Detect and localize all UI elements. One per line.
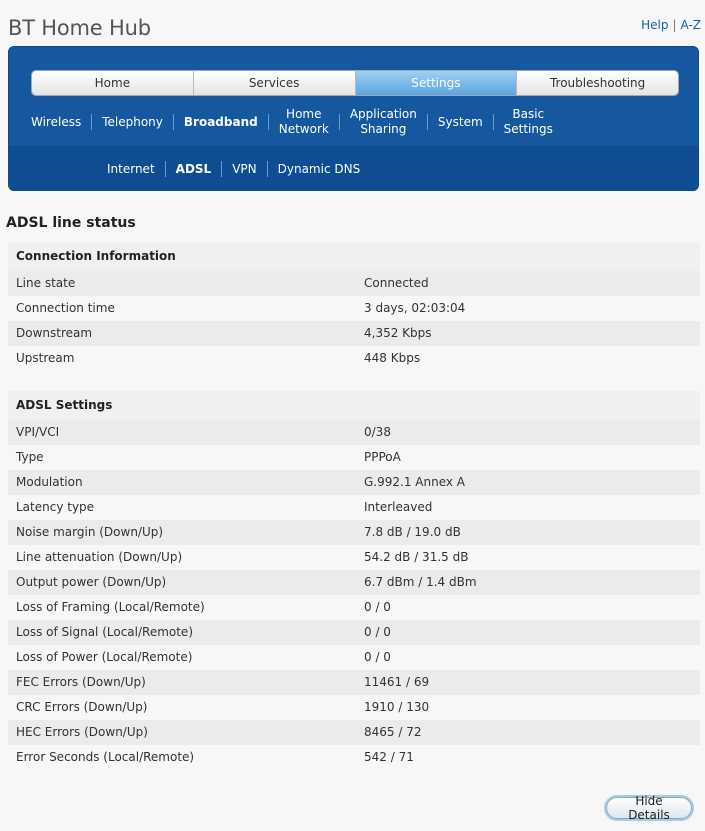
section-title: ADSL Settings	[8, 391, 700, 420]
row-value: 11461 / 69	[364, 675, 430, 689]
table-row	[8, 670, 700, 695]
top-links	[641, 18, 701, 32]
tab-settings[interactable]: Settings	[356, 71, 518, 95]
settings-subnav	[21, 105, 563, 139]
row-value: Interleaved	[364, 500, 433, 514]
row-value: 448 Kbps	[364, 351, 421, 365]
row-value: 0 / 0	[364, 625, 391, 639]
tab-home[interactable]: Home	[32, 71, 194, 95]
table-row	[8, 570, 700, 595]
table-row	[8, 720, 700, 745]
row-value: Connected	[364, 276, 429, 290]
page-title: ADSL line status	[6, 215, 136, 231]
navigation-panel	[8, 46, 699, 191]
row-value: 4,352 Kbps	[364, 326, 432, 340]
adsl-settings-section	[8, 391, 700, 770]
table-row	[8, 271, 700, 296]
hide-details-button[interactable]: Hide Details	[606, 797, 692, 819]
row-label: Line attenuation (Down/Up)	[16, 550, 183, 564]
row-value: 0 / 0	[364, 650, 391, 664]
row-label: VPI/VCI	[16, 425, 60, 439]
connection-info-section	[8, 242, 700, 371]
row-label: Latency type	[16, 500, 95, 514]
nav-home-network[interactable]: Home Network	[278, 107, 329, 136]
row-value: 7.8 dB / 19.0 dB	[364, 525, 461, 539]
link-separator: |	[672, 18, 677, 32]
row-label: CRC Errors (Down/Up)	[16, 700, 148, 714]
row-label: Line state	[16, 276, 76, 290]
help-link[interactable]: Help	[641, 18, 669, 32]
table-row	[8, 520, 700, 545]
table-row	[8, 545, 700, 570]
nav-application-sharing[interactable]: Application Sharing	[349, 107, 417, 136]
app-title: BT Home Hub	[8, 16, 151, 41]
nav-wireless[interactable]: Wireless	[31, 114, 82, 129]
row-label: Downstream	[16, 326, 93, 340]
table-row	[8, 296, 700, 321]
row-value: 6.7 dBm / 1.4 dBm	[364, 575, 477, 589]
nav-adsl[interactable]: ADSL	[175, 162, 212, 176]
table-row	[8, 645, 700, 670]
tab-services[interactable]: Services	[194, 71, 356, 95]
row-label: Modulation	[16, 475, 83, 489]
row-label: HEC Errors (Down/Up)	[16, 725, 148, 739]
nav-telephony[interactable]: Telephony	[102, 114, 163, 129]
row-label: FEC Errors (Down/Up)	[16, 675, 146, 689]
row-label: Output power (Down/Up)	[16, 575, 167, 589]
row-value: 542 / 71	[364, 750, 414, 764]
row-value: 8465 / 72	[364, 725, 422, 739]
table-row	[8, 595, 700, 620]
table-row	[8, 321, 700, 346]
nav-dynamic-dns[interactable]: Dynamic DNS	[277, 162, 361, 176]
row-label: Loss of Power (Local/Remote)	[16, 650, 193, 664]
main-tabs	[31, 70, 679, 96]
row-value: 1910 / 130	[364, 700, 430, 714]
nav-system[interactable]: System	[437, 114, 483, 129]
row-value: 0/38	[364, 425, 391, 439]
table-row	[8, 346, 700, 371]
table-row	[8, 445, 700, 470]
row-label: Loss of Framing (Local/Remote)	[16, 600, 205, 614]
table-row	[8, 420, 700, 445]
table-row	[8, 495, 700, 520]
row-label: Upstream	[16, 351, 75, 365]
section-title: Connection Information	[8, 242, 700, 271]
row-value: G.992.1 Annex A	[364, 475, 465, 489]
row-value: 0 / 0	[364, 600, 391, 614]
nav-internet[interactable]: Internet	[107, 162, 155, 176]
table-row	[8, 745, 700, 770]
row-value: 3 days, 02:03:04	[364, 301, 466, 315]
row-value: PPPoA	[364, 450, 401, 464]
row-label: Type	[16, 450, 44, 464]
table-row	[8, 620, 700, 645]
nav-broadband[interactable]: Broadband	[183, 114, 258, 129]
broadband-subnav	[97, 157, 370, 181]
row-label: Connection time	[16, 301, 115, 315]
row-label: Error Seconds (Local/Remote)	[16, 750, 195, 764]
nav-vpn[interactable]: VPN	[232, 162, 257, 176]
tab-troubleshooting[interactable]: Troubleshooting	[517, 71, 678, 95]
nav-basic-settings[interactable]: Basic Settings	[503, 107, 553, 136]
row-label: Noise margin (Down/Up)	[16, 525, 164, 539]
az-link[interactable]: A-Z	[680, 18, 701, 32]
table-row	[8, 470, 700, 495]
row-label: Loss of Signal (Local/Remote)	[16, 625, 193, 639]
row-value: 54.2 dB / 31.5 dB	[364, 550, 469, 564]
table-row	[8, 695, 700, 720]
